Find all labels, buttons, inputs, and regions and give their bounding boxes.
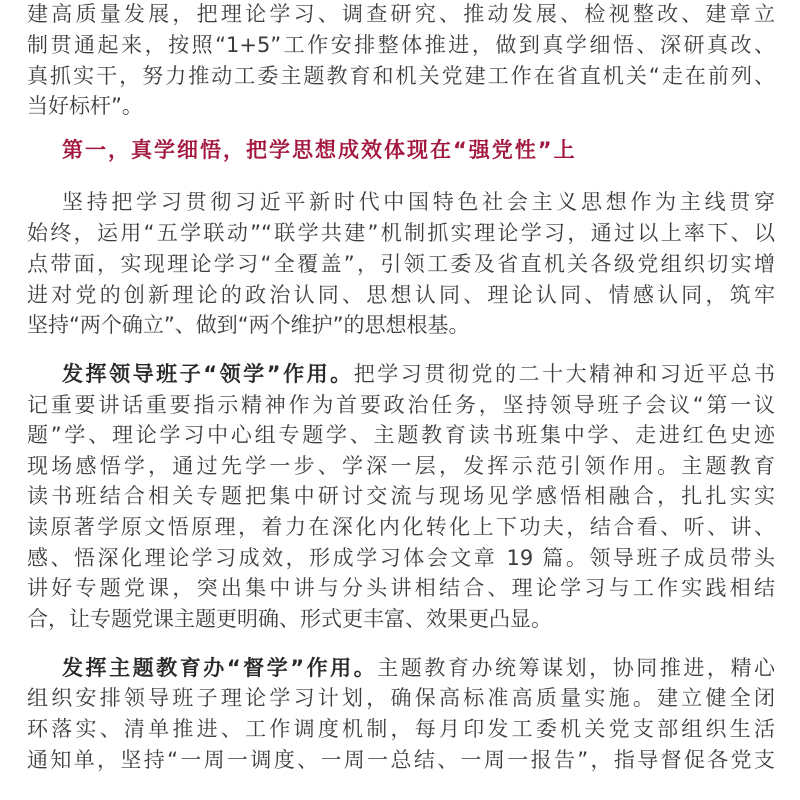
text-line: 题”学、理论学习中心组专题学、主题教育读书班集中学、走进红色史迹 — [27, 423, 775, 447]
text-line: 当好标杆”。 — [27, 94, 143, 118]
paragraph-lead: 发挥领导班子“领学”作用。 — [62, 362, 354, 386]
text-line: 建高质量发展，把理论学习、调查研究、推动发展、检视整改、建章立 — [27, 2, 775, 26]
text-span: 把学习贯彻党的二十大精神和习近平总书 — [353, 362, 776, 386]
text-line: 真抓实干，努力推动工委主题教育和机关党建工作在省直机关“走在前列、 — [27, 64, 775, 88]
text-line: 进对党的创新理论的政治认同、思想认同、理论认同、情感认同，筑牢 — [27, 283, 775, 307]
text-line: 合，让专题党课主题更明确、形式更丰富、效果更凸显。 — [27, 607, 552, 631]
text-line: 点带面，实现理论学习“全覆盖”，引领工委及省直机关各级党组织切实增 — [27, 252, 775, 276]
text-line: 读原著学原文悟原理，着力在深化内化转化上下功夫，结合看、听、讲、 — [27, 515, 775, 539]
text-line: 讲好专题党课，突出集中讲与分头讲相结合、理论学习与工作实践相结 — [27, 576, 775, 600]
text-line: 环落实、清单推进、工作调度机制，每月印发工委机关党支部组织生活 — [27, 717, 775, 741]
text-line: 坚持把学习贯彻习近平新时代中国特色社会主义思想作为主线贯穿 — [62, 190, 775, 214]
text-line: 读书班结合相关专题把集中研讨交流与现场见学感悟相融合，扎扎实实 — [27, 484, 775, 508]
text-line: 现场感悟学，通过先学一步、学深一层，发挥示范引领作用。主题教育 — [27, 454, 775, 478]
section-heading: 第一，真学细悟，把学思想成效体现在“强党性”上 — [62, 138, 577, 162]
paragraph-lead: 发挥主题教育办“督学”作用。 — [62, 656, 378, 680]
text-line: 组织安排领导班子理论学习计划，确保高标准高质量实施。建立健全闭 — [27, 686, 775, 710]
text-line — [62, 360, 775, 388]
text-line: 感、悟深化理论学习成效，形成学习体会文章 19 篇。领导班子成员带头 — [27, 546, 775, 570]
text-line: 坚持“两个确立”、做到“两个维护”的思想根基。 — [27, 313, 470, 337]
text-line: 始终，运用“五学联动”“联学共建”机制抓实理论学习，通过以上率下、以 — [27, 221, 775, 245]
text-line: 通知单，坚持“一周一调度、一周一总结、一周一报告”，指导督促各党支 — [27, 748, 775, 772]
text-line: 制贯通起来，按照“1+5”工作安排整体推进，做到真学细悟、深研真改、 — [27, 33, 775, 57]
text-line — [62, 654, 775, 682]
text-span: 主题教育办统筹谋划，协同推进，精心 — [377, 656, 776, 680]
text-line: 记重要讲话重要指示精神作为首要政治任务，坚持领导班子会议“第一议 — [27, 393, 775, 417]
